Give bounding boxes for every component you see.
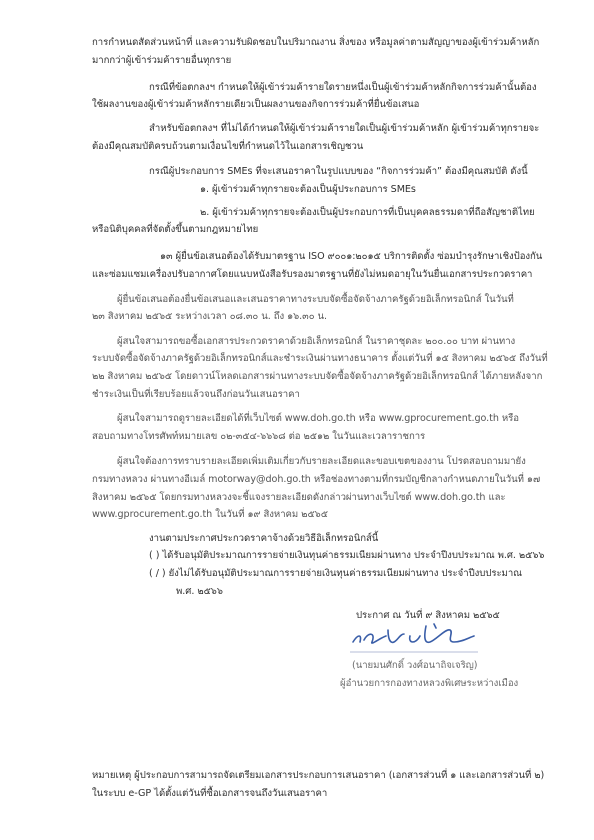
paragraph-line: กรณีผู้ประกอบการ SMEs ที่จะเสนอราคาในรูปแบบของ “กิจการร่วมค้า” ต้องมีคุณสมบัติ ดังนี้ <box>149 166 528 177</box>
paragraph-line: ระบบจัดซื้อจัดจ้างภาครัฐด้วยอิเล็กทรอนิกส์และชำระเงินผ่านทางธนาคาร ตั้งแต่วันที่ ๑๕ สิงหาคม ๒๕๖๕ ถึงวันที่ <box>92 353 548 364</box>
paragraph-line: ใช้ผลงานของผู้เข้าร่วมค้าหลักรายเดียวเป็นผลงานของกิจการร่วมค้าที่ยื่นข้อเสนอ <box>92 99 420 110</box>
paragraph-line: กรมทางหลวง ผ่านทางอีเมล์ motorway@doh.go.th หรือช่องทางตามที่กรมบัญชีกลางกำหนดภายในวันที่ ๑๗ <box>92 474 541 485</box>
paragraph-line: มากกว่าผู้เข้าร่วมค้ารายอื่นทุกราย <box>92 55 232 66</box>
paragraph-line: การกำหนดสัดส่วนหน้าที่ และความรับผิดชอบในปริมาณงาน สิ่งของ หรือมูลค่าตามสัญญาของผู้เข้าร่วมค้าหลัก <box>92 37 540 48</box>
paragraph-line: หรือนิติบุคคลที่จัดตั้งขึ้นตามกฎหมายไทย <box>92 224 259 235</box>
paragraph-line: ๒๓ สิงหาคม ๒๕๖๕ ระหว่างเวลา ๐๘.๓๐ น. ถึง ๑๖.๓๐ น. <box>92 311 328 322</box>
paragraph-line: ผู้สนใจสามารถดูรายละเอียดได้ที่เว็บไซต์ www.doh.go.th หรือ www.gprocurement.go.th หรือ <box>117 413 519 424</box>
list-item: ๑. ผู้เข้าร่วมค้าทุกรายจะต้องเป็นผู้ประกอบการ SMEs <box>200 184 416 195</box>
paragraph-line: สิงหาคม ๒๕๖๕ โดยกรมทางหลวงจะชี้แจงรายละเอียดดังกล่าวผ่านทางเว็บไซต์ www.doh.go.th และ <box>92 492 506 503</box>
paragraph-line: www.gprocurement.go.th ในวันที่ ๑๙ สิงหาคม ๒๕๖๕ <box>92 509 328 520</box>
paragraph-line: สอบถามทางโทรศัพท์หมายเลข ๐๒-๓๕๔-๖๖๖๘ ต่อ ๒๕๑๒ ในวันและเวลาราชการ <box>92 431 426 442</box>
paragraph-line: ๒๒ สิงหาคม ๒๕๖๕ โดยดาวน์โหลดเอกสารผ่านทางระบบจัดซื้อจัดจ้างภาครัฐด้วยอิเล็กทรอนิกส์ ได้ภายหลังจาก <box>92 371 543 382</box>
announcement-date: ประกาศ ณ วันที่ ๙ สิงหาคม ๒๕๖๕ <box>356 610 500 621</box>
signature-image <box>350 620 480 656</box>
checkbox-line: ( / ) ยังไม่ได้รับอนุมัติประมาณการรายจ่ายเงินทุนค่าธรรมเนียมผ่านทาง ประจำปีงบประมาณ <box>149 568 523 579</box>
signatory-name: (นายมนศักดิ์ วงศ์อนาถิจเจริญ) <box>352 660 478 671</box>
paragraph-line: พ.ศ. ๒๕๖๖ <box>176 586 223 597</box>
list-item: ๒. ผู้เข้าร่วมค้าทุกรายจะต้องเป็นผู้ประกอบการที่เป็นบุคคลธรรมดาที่ถือสัญชาติไทย <box>200 207 535 218</box>
paragraph-line: งานตามประกาศประกวดราคาจ้างด้วยวิธีอิเล็กทรอนิกส์นี้ <box>149 533 379 544</box>
footnote-line: หมายเหตุ ผู้ประกอบการสามารถจัดเตรียมเอกสารประกอบการเสนอราคา (เอกสารส่วนที่ ๑ และเอกสารส่วนที่ ๒) <box>92 770 545 781</box>
paragraph-line: ผู้สนใจต้องการทราบรายละเอียดเพิ่มเติมเกี่ยวกับรายละเอียดและขอบเขตของงาน โปรดสอบถามมายัง <box>117 456 526 467</box>
paragraph-line: ต้องมีคุณสมบัติครบถ้วนตามเงื่อนไขที่กำหนดไว้ในเอกสารเชิญชวน <box>92 141 364 152</box>
paragraph-line: สำหรับข้อตกลงฯ ที่ไม่ได้กำหนดให้ผู้เข้าร่วมค้ารายใดเป็นผู้เข้าร่วมค้าหลัก ผู้เข้าร่วมค้าทุกรายจะ <box>149 123 540 134</box>
footnote-line: ในระบบ e-GP ได้ตั้งแต่วันที่ซื้อเอกสารจนถึงวันเสนอราคา <box>92 788 328 799</box>
paragraph-line: ๑๓ ผู้ยื่นข้อเสนอต้องได้รับมาตรฐาน ISO ๙๐๐๑:๒๐๑๕ บริการติดตั้ง ซ่อมบำรุงรักษาเชิงป้องกัน <box>160 251 543 262</box>
paragraph-line: ชำระเงินเป็นที่เรียบร้อยแล้วจนถึงก่อนวันเสนอราคา <box>92 389 300 400</box>
signatory-position: ผู้อำนวยการกองทางหลวงพิเศษระหว่างเมือง <box>340 678 519 689</box>
paragraph-line: กรณีที่ข้อตกลงฯ กำหนดให้ผู้เข้าร่วมค้ารายใดรายหนึ่งเป็นผู้เข้าร่วมค้าหลักกิจการร่วมค้านั้นต้อง <box>149 82 537 93</box>
checkbox-line: ( ) ได้รับอนุมัติประมาณการรายจ่ายเงินทุนค่าธรรมเนียมผ่านทาง ประจำปีงบประมาณ พ.ศ. ๒๕๖๖ <box>149 550 545 561</box>
paragraph-line: ผู้สนใจสามารถขอซื้อเอกสารประกวดราคาด้วยอิเล็กทรอนิกส์ ในราคาชุดละ ๒๐๐.๐๐ บาท ผ่านทาง <box>117 336 516 347</box>
paragraph-line: ผู้ยื่นข้อเสนอต้องยื่นข้อเสนอและเสนอราคาทางระบบจัดซื้อจัดจ้างภาครัฐด้วยอิเล็กทรอนิกส์ ในวันที่ <box>117 294 514 305</box>
paragraph-line: และซ่อมแซมเครื่องปรับอากาศโดยแนบหนังสือรับรองมาตรฐานที่ยังไม่หมดอายุในวันยื่นเอกสารประกวดราคา <box>92 269 533 280</box>
